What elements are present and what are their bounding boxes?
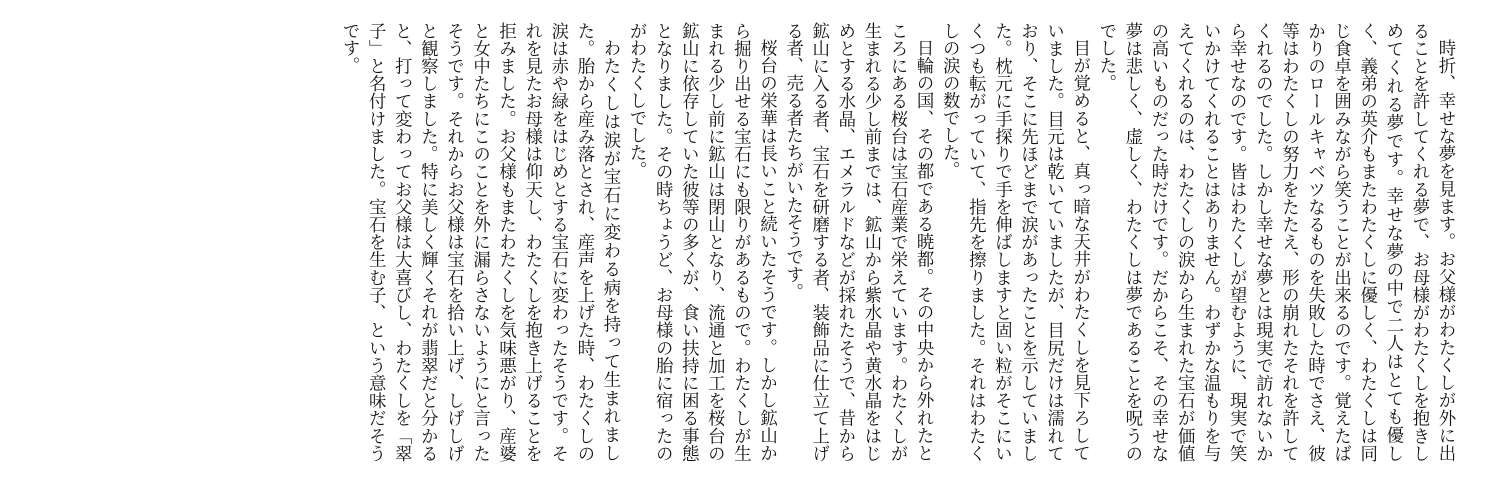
paragraph-2: 目が覚めると、真っ暗な天井がわたくしを見下ろしていました。目元は乾いていましたが、目尻だけは濡れており、そこに先ほどまで涙があったことを示していました。枕元に手探りで手を伸ばしますと固い粒がそこにいくつも転がっていて、指先を擦りました。それはわたくしの涙の数でした。 xyxy=(939,22,1090,462)
paragraph-4: 桜台の栄華は長いこと続いたそうです。しかし鉱山から掘り出せる宝石にも限りがあるもので。わたくしが生まれる少し前に鉱山は閉山となり、流通と加工を桜台の鉱山に依存していた彼等の多くが、食い扶持に困る事態となりました。その時ちょうど、お母様の胎に宿ったのがわたくしでした。 xyxy=(626,22,777,462)
paragraph-5: わたくしは涙が宝石に変わる病を持って生まれました。胎から産み落とされ、産声を上げた時、わたくしの涙は赤や緑をはじめとする宝石に変わったそうです。それを見たお母様は仰天し、わたくしを抱き上げることを拒みました。お父様もまたわたくしを気味悪がり、産婆と女中たちにこのことを外に漏らさないようにと言ったそうです。それからお父様は宝石を拾い上げ、しげしげと観察しました。特に美しく輝くそれが翡翠だと分かると、打って変わってお父様は大喜びし、わたくしを「翠子」と名付けました。宝石を生む子、という意味だそうです。 xyxy=(339,22,620,462)
vertical-text-body xyxy=(18,22,1458,462)
paragraph-1: 時折、幸せな夢を見ます。お父様がわたくしが外に出ることを許してくれる夢で、お母様がわたくしを抱きしめてくれる夢です。幸せな夢の中で二人はとても優しく、義弟の英介もまたわたくしに優しく、わたくしは同じ食卓を囲みながら笑うことが出来るのです。覚えたばかりのロールキャベツなるものを失敗した時でさえ、彼等はわたくしの努力をたたえ、形の崩れたそれを許してくれるのでした。しかし幸せな夢とは現実で訪れないから幸せなのです。皆はわたくしが望むように、現実で笑いかけてくれることはありません。わずかな温もりを与えてくれるのは、わたくしの涙から生まれた宝石が価値の高いものだった時だけです。だからこそ、その幸せな夢は悲しく、虚しく、わたくしは夢であることを呪うのでした。 xyxy=(1095,22,1455,462)
paragraph-3: 日輪の国、その都である暁都。その中央から外れたところにある桜台は宝石産業で栄えています。わたくしが生まれる少し前までは、鉱山から紫水晶や黄水晶をはじめとする水晶、エメラルドなどが採れたそうで、昔から鉱山に入る者、宝石を研磨する者、装飾品に仕立て上げる者、売る者たちがいたそうです。 xyxy=(782,22,934,462)
